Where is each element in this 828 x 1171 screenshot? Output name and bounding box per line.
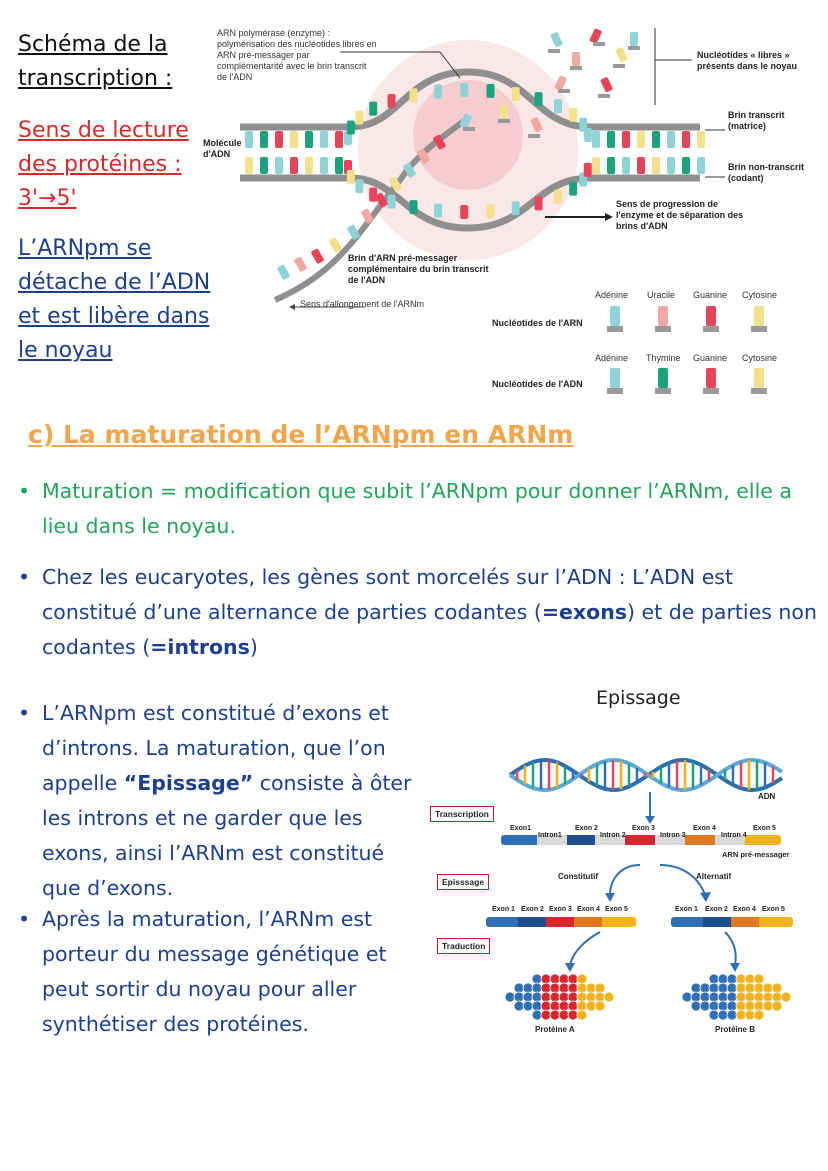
const-exon4-label: Exon 4 [577, 906, 600, 913]
free-nucleotide-phosphate [498, 119, 510, 123]
sens-allongement-label: Sens d'allongement de l'ARNm [300, 299, 425, 309]
mrna-segment [675, 917, 703, 927]
amino-acid [736, 974, 746, 984]
adn-base-guanine: Guanine [693, 353, 728, 363]
free-nucleotide [589, 28, 602, 44]
legend-rna-base [655, 326, 671, 332]
amino-acid [550, 974, 560, 984]
mrna-segment [567, 835, 595, 845]
const-exon3-label: Exon 3 [549, 906, 572, 913]
amino-acid [514, 983, 524, 993]
transcription-box: Transcription [430, 806, 494, 822]
legend-rna-swatch [610, 306, 620, 326]
arn-base-uracile: Uracile [647, 290, 676, 300]
rna-base [294, 256, 308, 272]
const-exon2-label: Exon 2 [521, 906, 544, 913]
bullet-maturation-text: Maturation = modification que subit l’ARNpm pour donner l’ARNm, elle a lieu dans le noyau. [42, 479, 792, 538]
dna-base-upper [622, 131, 630, 148]
amino-acid [745, 1010, 755, 1020]
bullet-arnpm-end: consiste à ôter les introns et ne garder que les exons, ainsi l’ARNm est constitué que d’exons. [42, 771, 412, 900]
rna-base [311, 248, 325, 264]
dna-base-upper [369, 102, 377, 116]
free-nucleotide [630, 32, 638, 46]
bullet-dot: • [18, 479, 31, 503]
free-nucleotide-phosphate [593, 42, 605, 46]
amino-acid [763, 1001, 773, 1011]
free-nucleotide-phosphate [463, 127, 475, 131]
molecule-adn-label: Molécule d'ADN [203, 138, 242, 159]
mrna-alternatif-bar [671, 917, 793, 927]
amino-acid [691, 983, 701, 993]
dna-base-lower [682, 157, 690, 174]
amino-acid [559, 983, 569, 993]
amino-acid [532, 974, 542, 984]
amino-acid [718, 992, 728, 1002]
dna-base-upper [584, 128, 592, 142]
amino-acid [568, 1010, 578, 1020]
pre-intron1-label: Intron1 [538, 832, 562, 839]
free-nucleotide-phosphate [528, 134, 540, 138]
dna-base-lower [622, 157, 630, 174]
amino-acid [532, 1001, 542, 1011]
dna-base-upper [652, 131, 660, 148]
amino-acid [532, 1010, 542, 1020]
protein-a-blob [505, 974, 614, 1020]
legend-rna-swatch [754, 306, 764, 326]
free-nucleotide-phosphate [558, 89, 570, 93]
protein-a-label: Protéine A [535, 1025, 575, 1034]
schema-title: Schéma de la transcription : [18, 32, 173, 91]
dna-base-upper [335, 131, 343, 148]
alt-exon1-label: Exon 1 [675, 906, 698, 913]
dna-base-upper [347, 121, 355, 135]
legend-adn-base [655, 388, 671, 394]
amino-acid [568, 1001, 578, 1011]
amino-acid [736, 1010, 746, 1020]
amino-acid [523, 992, 533, 1002]
mrna-segment [731, 917, 759, 927]
amino-acid [559, 1010, 569, 1020]
amino-acid [709, 992, 719, 1002]
dna-base-upper [290, 131, 298, 148]
dna-base-upper [592, 131, 600, 148]
amino-acid [550, 992, 560, 1002]
amino-acid [709, 1001, 719, 1011]
amino-acid [604, 992, 614, 1002]
const-exon5-label: Exon 5 [605, 906, 628, 913]
dna-base-upper [355, 111, 363, 125]
amino-acid [700, 983, 710, 993]
dna-base-upper [512, 87, 520, 101]
amino-acid [682, 992, 692, 1002]
amino-acid [754, 1001, 764, 1011]
bullet-arnpm-text: L’ARNpm est constitué d’exons et d’introns. La maturation, que l’on appelle [42, 701, 389, 795]
polymerase-core [413, 80, 523, 190]
mrna-cap [486, 917, 492, 927]
amino-acid [577, 1001, 587, 1011]
amino-acid [691, 1001, 701, 1011]
amino-acid [727, 992, 737, 1002]
dna-base-lower [637, 157, 645, 174]
amino-acid [781, 992, 791, 1002]
adn-base-thymine: Thymine [646, 353, 681, 363]
amino-acid [754, 992, 764, 1002]
adn-label: ADN [758, 792, 776, 801]
amino-acid [754, 1010, 764, 1020]
amino-acid [532, 983, 542, 993]
polymerase-label: ARN polymérase (enzyme) : polymérisation des nucléotides libres en ARN pré-messager par complémentarité avec le brin transcrit de l'ADN [217, 28, 377, 82]
amino-acid [559, 992, 569, 1002]
free-nucleotide-phosphate [613, 64, 625, 68]
alt-exon4-label: Exon 4 [733, 906, 756, 913]
legend-rna-swatch [658, 306, 668, 326]
amino-acid [523, 1001, 533, 1011]
amino-acid [586, 1001, 596, 1011]
amino-acid [541, 1010, 551, 1020]
mrna-segment [490, 917, 518, 927]
dna-base-lower [410, 200, 418, 214]
dna-base-upper [320, 131, 328, 148]
sens-progression-label: Sens de progression de l'enzyme et de séparation des brins d'ADN [616, 199, 744, 231]
mrna-segment [518, 917, 546, 927]
dna-base-lower [434, 204, 442, 218]
bullet-apres-maturation-text: Après la maturation, l’ARNm est porteur du message génétique et peut sortir du noyau pour aller synthétiser des protéines. [42, 907, 387, 1036]
amino-acid [727, 974, 737, 984]
dna-base-upper [667, 131, 675, 148]
legend-rna-swatch [706, 306, 716, 326]
epissage-box: Episssage [437, 874, 489, 890]
pre-exon2-label: Exon 2 [575, 825, 598, 832]
amino-acid [691, 992, 701, 1002]
dna-base-lower [460, 205, 468, 219]
dna-base-lower [347, 170, 355, 184]
amino-acid [700, 992, 710, 1002]
dna-base-upper [410, 88, 418, 102]
dna-base-upper [535, 92, 543, 106]
amino-acid [754, 974, 764, 984]
mrna-cap [501, 835, 507, 845]
adn-base-adenine: Adénine [595, 353, 629, 363]
amino-acid [550, 1001, 560, 1011]
constitutif-label: Constitutif [558, 872, 598, 881]
bullet-eucaryotes [18, 560, 822, 665]
amino-acid [772, 992, 782, 1002]
amino-acid [718, 1010, 728, 1020]
mrna-segment [574, 917, 602, 927]
pre-exon1-label: Exon1 [510, 825, 532, 832]
mrna-tail [630, 917, 636, 927]
amino-acid [727, 983, 737, 993]
dna-base-upper [697, 131, 705, 148]
mrna-segment [745, 835, 777, 845]
rna-base [277, 264, 291, 280]
brin-transcrit-label: Brin transcrit (matrice) [728, 110, 785, 131]
legend-adn-bases [607, 368, 767, 394]
adn-base-cytosine: Cytosine [742, 353, 778, 363]
amino-acid [727, 1010, 737, 1020]
arn-base-guanine: Guanine [693, 290, 728, 300]
traduction-box: Traduction [437, 938, 490, 954]
amino-acid [745, 983, 755, 993]
epissage-term: “Epissage” [123, 771, 254, 795]
amino-acid [532, 992, 542, 1002]
pre-exon5-label: Exon 5 [753, 825, 776, 832]
section-heading: c) La maturation de l’ARNpm en ARNm [28, 420, 574, 449]
bullet-dot: • [18, 565, 31, 589]
dna-base-lower [569, 182, 577, 196]
dna-base-lower [388, 195, 396, 209]
nucleotides-arn-label: Nucléotides de l'ARN [492, 318, 583, 328]
legend-rna-base [607, 326, 623, 332]
amino-acid [559, 974, 569, 984]
amino-acid [754, 983, 764, 993]
dna-base-lower [512, 201, 520, 215]
amino-acid [763, 983, 773, 993]
bullet-maturation [18, 474, 822, 544]
amino-acid [541, 983, 551, 993]
introns-term: =introns [150, 635, 250, 659]
exons-term: =exons [541, 600, 628, 624]
mrna-tail [787, 917, 793, 927]
dna-base-lower [369, 188, 377, 202]
amino-acid [718, 1001, 728, 1011]
dna-base-upper [434, 85, 442, 99]
dna-base-lower [697, 157, 705, 174]
free-nucleotide [600, 77, 613, 93]
protein-b-blob [682, 974, 791, 1020]
mrna-segment [602, 917, 632, 927]
legend-adn-swatch [754, 368, 764, 388]
bullet-dot: • [18, 701, 31, 725]
amino-acid [586, 983, 596, 993]
amino-acid [577, 974, 587, 984]
arnpm-detache-note: L’ARNpm se détache de l’ADN et est libère dans le noyau [18, 236, 211, 363]
amino-acid [745, 1001, 755, 1011]
amino-acid [709, 974, 719, 984]
brin-arn-label: Brin d'ARN pré-messager complémentaire du brin transcrit de l'ADN [348, 253, 489, 285]
legend-rna-base [751, 326, 767, 332]
amino-acid [577, 1010, 587, 1020]
amino-acid [523, 983, 533, 993]
amino-acid [736, 992, 746, 1002]
amino-acid [736, 1001, 746, 1011]
legend-adn-base [607, 388, 623, 394]
dna-base-lower [305, 157, 313, 174]
dna-base-lower [275, 157, 283, 174]
bullet-eucaryotes-mid: ) et de parties non codantes ( [42, 600, 817, 659]
amino-acid [718, 983, 728, 993]
bullet-eucaryotes-text: Chez les eucaryotes, les gènes sont morcelés sur l’ADN : L’ADN est constitué d’une alternance de parties codantes ( [42, 565, 734, 624]
const-exon1-label: Exon 1 [492, 906, 515, 913]
bullet-apres-maturation [18, 902, 422, 1042]
amino-acid [514, 1001, 524, 1011]
brin-non-transcrit-label: Brin non-transcrit (codant) [728, 162, 805, 183]
dna-base-lower [584, 163, 592, 177]
dna-base-lower [355, 179, 363, 193]
mrna-segment [685, 835, 715, 845]
legend-rna-base [703, 326, 719, 332]
epissage-figure-title: Epissage [596, 687, 681, 709]
dna-base-upper [486, 84, 494, 98]
dna-base-upper [682, 131, 690, 148]
legend-adn-base [751, 388, 767, 394]
dna-base-upper [260, 131, 268, 148]
amino-acid [595, 1001, 605, 1011]
dna-base-upper [637, 131, 645, 148]
legend-adn-swatch [706, 368, 716, 388]
amino-acid [709, 1010, 719, 1020]
amino-acid [586, 992, 596, 1002]
dna-base-lower [320, 157, 328, 174]
arn-pre-messager-label: ARN pré-messager [722, 850, 790, 859]
dna-helix [510, 760, 782, 790]
amino-acid [541, 992, 551, 1002]
amino-acid [505, 992, 515, 1002]
legend-adn-swatch [610, 368, 620, 388]
dna-base-upper [607, 131, 615, 148]
dna-base-lower [260, 157, 268, 174]
amino-acid [541, 1001, 551, 1011]
amino-acid [718, 974, 728, 984]
free-nucleotide-phosphate [628, 46, 640, 50]
dna-base-upper [554, 99, 562, 113]
transcription-figure [200, 10, 825, 405]
dna-base-upper [460, 83, 468, 97]
dna-base-lower [592, 157, 600, 174]
amino-acid [577, 992, 587, 1002]
dna-base-lower [335, 157, 343, 174]
arn-base-adenine: Adénine [595, 290, 629, 300]
free-nucleotide [500, 105, 508, 119]
epissage-figure [425, 740, 825, 1045]
amino-acid [514, 992, 524, 1002]
mrna-segment [505, 835, 537, 845]
mrna-segment [546, 917, 574, 927]
free-nucleotide-phosphate [548, 49, 560, 53]
pre-intron4-label: Intron 4 [721, 832, 747, 839]
amino-acid [595, 992, 605, 1002]
amino-acid [727, 1001, 737, 1011]
dna-base-upper [569, 108, 577, 122]
dna-base-lower [486, 204, 494, 218]
epissage-diagram [425, 740, 825, 1045]
dna-base-lower [607, 157, 615, 174]
pre-exon3-label: Exon 3 [632, 825, 655, 832]
protein-b-label: Protéine B [715, 1025, 756, 1034]
free-nucleotide [572, 52, 580, 66]
amino-acid [577, 983, 587, 993]
amino-acid [763, 992, 773, 1002]
mrna-segment [759, 917, 789, 927]
dna-base-lower [535, 196, 543, 210]
dna-base-upper [305, 131, 313, 148]
amino-acid [550, 1010, 560, 1020]
free-nucleotide-phosphate [570, 66, 582, 70]
amino-acid [550, 983, 560, 993]
mrna-tail [775, 835, 781, 845]
free-nucleotide [615, 47, 628, 63]
mrna-segment [625, 835, 655, 845]
legend-arn-bases [607, 306, 767, 332]
bullet-arnpm [18, 696, 422, 906]
dna-base-lower [667, 157, 675, 174]
alt-exon5-label: Exon 5 [762, 906, 785, 913]
legend-adn-base [703, 388, 719, 394]
bullet-dot: • [18, 907, 31, 931]
amino-acid [541, 974, 551, 984]
mrna-cap [671, 917, 677, 927]
free-nucleotide [550, 32, 563, 48]
dna-base-upper [275, 131, 283, 148]
alternatif-label: Alternatif [696, 872, 732, 881]
amino-acid [568, 992, 578, 1002]
sens-lecture-note: Sens de lecture des protéines : 3'→5' [18, 118, 189, 211]
alt-exon2-label: Exon 2 [705, 906, 728, 913]
amino-acid [700, 1001, 710, 1011]
dna-base-lower [290, 157, 298, 174]
nucleotides-adn-label: Nucléotides de l'ADN [492, 379, 583, 389]
amino-acid [736, 983, 746, 993]
amino-acid [772, 983, 782, 993]
arn-base-cytosine: Cytosine [742, 290, 778, 300]
amino-acid [559, 1001, 569, 1011]
free-nucleotide-phosphate [598, 94, 610, 98]
amino-acid [595, 983, 605, 993]
dna-base-lower [554, 190, 562, 204]
amino-acid [745, 974, 755, 984]
mrna-segment [703, 917, 731, 927]
amino-acid [745, 992, 755, 1002]
dna-base-upper [388, 94, 396, 108]
amino-acid [709, 983, 719, 993]
pre-intron2-label: Intron 2 [600, 832, 626, 839]
amino-acid [568, 983, 578, 993]
pre-exon4-label: Exon 4 [693, 825, 716, 832]
nucleotides-libres-label: Nucléotides « libres » présents dans le noyau [697, 50, 798, 71]
mrna-constitutif-bar [486, 917, 636, 927]
pre-intron3-label: Intron 3 [660, 832, 686, 839]
amino-acid [772, 1001, 782, 1011]
bullet-eucaryotes-end: ) [249, 635, 258, 659]
amino-acid [568, 974, 578, 984]
dna-base-lower [652, 157, 660, 174]
legend-adn-swatch [658, 368, 668, 388]
